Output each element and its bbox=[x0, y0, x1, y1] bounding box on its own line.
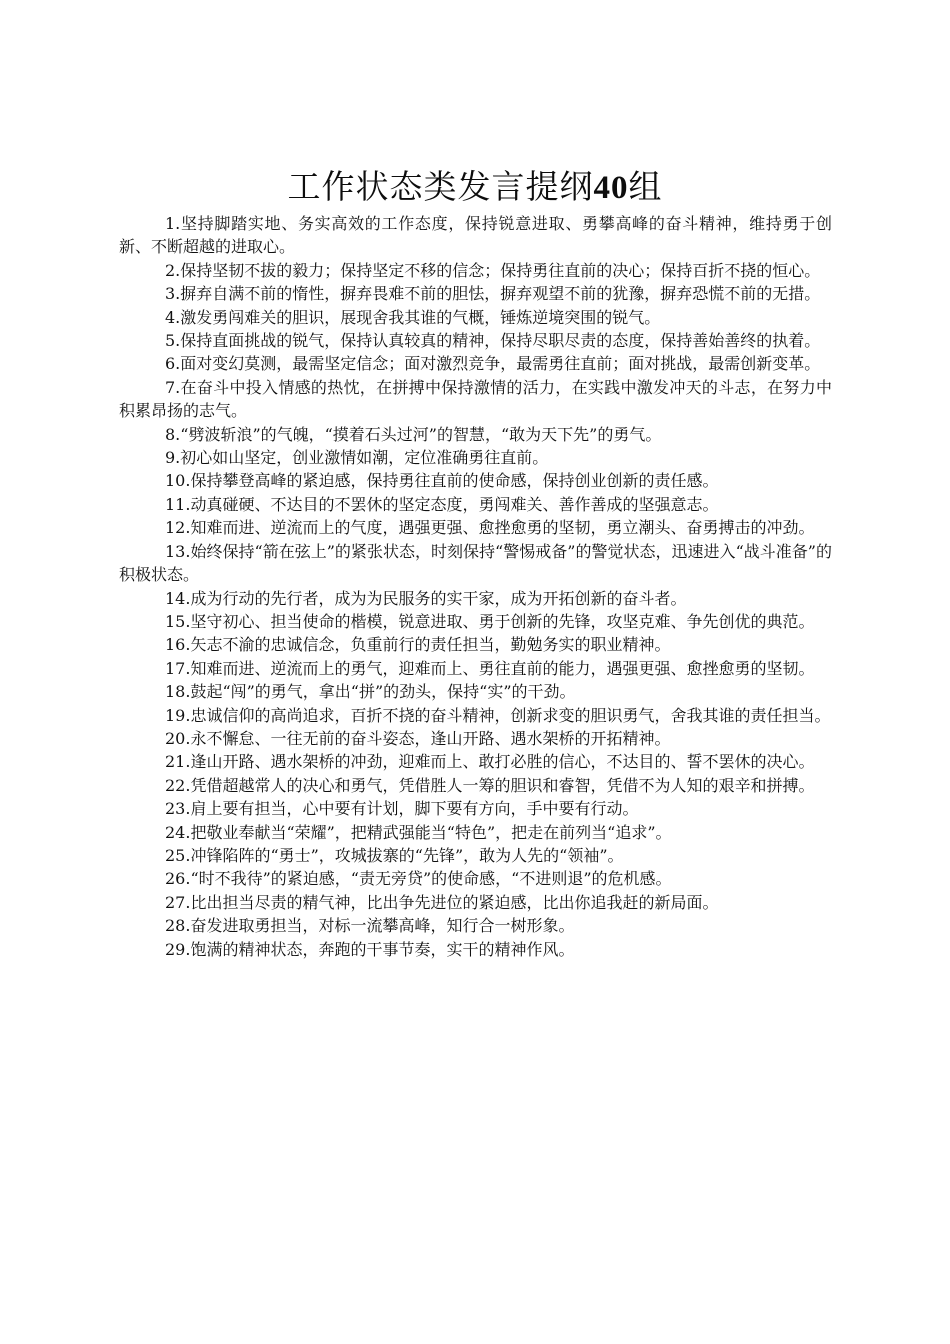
outline-item: 9.初心如山坚定，创业激情如潮，定位准确勇往直前。 bbox=[165, 448, 549, 468]
outline-item: 25.冲锋陷阵的“勇士”，攻城拔寨的“先锋”，敢为人先的“领袖”。 bbox=[165, 845, 624, 865]
outline-item: 20.永不懈怠、一往无前的奋斗姿态，逢山开路、遇水架桥的开拓精神。 bbox=[165, 728, 671, 748]
outline-item: 6.面对变幻莫测，最需坚定信念；面对激烈竞争，最需勇往直前；面对挑战，最需创新变革。 bbox=[165, 354, 821, 374]
outline-item: 17.知难而进、逆流而上的勇气，迎难而上、勇往直前的能力，遇强更强、愈挫愈勇的坚韧。 bbox=[165, 658, 815, 678]
outline-item: 19.忠诚信仰的高尚追求，百折不挠的奋斗精神，创新求变的胆识勇气，舍我其谁的责任担当。 bbox=[165, 705, 831, 725]
outline-item: 21.逢山开路、遇水架桥的冲劲，迎难而上、敢打必胜的信心，不达目的、誓不罢休的决心。 bbox=[165, 752, 815, 772]
outline-item: 8.“劈波斩浪”的气魄，“摸着石头过河”的智慧，“敢为天下先”的勇气。 bbox=[165, 424, 662, 444]
outline-item: 16.矢志不渝的忠诚信念，负重前行的责任担当，勤勉务实的职业精神。 bbox=[165, 635, 671, 655]
outline-item: 22.凭借超越常人的决心和勇气，凭借胜人一筹的胆识和睿智，凭借不为人知的艰辛和拼搏。 bbox=[165, 775, 815, 795]
outline-item: 28.奋发进取勇担当，对标一流攀高峰，知行合一树形象。 bbox=[165, 916, 575, 936]
outline-item: 5.保持直面挑战的锐气，保持认真较真的精神，保持尽职尽责的态度，保持善始善终的执着。 bbox=[165, 331, 821, 351]
page-title-number: 40 bbox=[593, 170, 629, 206]
outline-item: 10.保持攀登高峰的紧迫感，保持勇往直前的使命感，保持创业创新的责任感。 bbox=[165, 471, 719, 491]
outline-item: 18.鼓起“闯”的勇气，拿出“拼”的劲头，保持“实”的干劲。 bbox=[165, 682, 576, 702]
outline-item: 23.肩上要有担当，心中要有计划，脚下要有方向，手中要有行动。 bbox=[165, 799, 639, 819]
outline-item: 1.坚持脚踏实地、务实高效的工作态度，保持锐意进取、勇攀高峰的奋斗精神，维持勇于创新、不断超越的进取心。 bbox=[119, 214, 832, 257]
outline-list bbox=[119, 212, 832, 961]
outline-item: 2.保持坚韧不拔的毅力；保持坚定不移的信念；保持勇往直前的决心；保持百折不挠的恒心。 bbox=[165, 260, 821, 280]
outline-item: 4.激发勇闯难关的胆识，展现舍我其谁的气概，锤炼逆境突围的锐气。 bbox=[165, 307, 661, 327]
outline-item: 7.在奋斗中投入情感的热忱，在拼搏中保持激情的活力，在实践中激发冲天的斗志，在努力中积累昂扬的志气。 bbox=[119, 377, 832, 421]
outline-item: 24.把敬业奉献当“荣耀”，把精武强能当“特色”，把走在前列当“追求”。 bbox=[165, 822, 672, 842]
outline-item: 12.知难而进、逆流而上的气度，遇强更强、愈挫愈勇的坚韧，勇立潮头、奋勇搏击的冲劲。 bbox=[165, 518, 815, 538]
page-title bbox=[0, 166, 950, 209]
outline-item: 29.饱满的精神状态，奔跑的干事节奏，实干的精神作风。 bbox=[165, 939, 575, 959]
outline-item: 15.坚守初心、担当使命的楷模，锐意进取、勇于创新的先锋，攻坚克难、争先创优的典范。 bbox=[165, 611, 815, 631]
outline-item: 27.比出担当尽责的精气神，比出争先进位的紧迫感，比出你追我赶的新局面。 bbox=[165, 892, 719, 912]
outline-item: 11.动真碰硬、不达目的不罢休的坚定态度，勇闯难关、善作善成的坚强意志。 bbox=[165, 494, 719, 514]
outline-item: 26.“时不我待”的紧迫感，“责无旁贷”的使命感，“不进则退”的危机感。 bbox=[165, 869, 672, 889]
outline-item: 14.成为行动的先行者，成为为民服务的实干家，成为开拓创新的奋斗者。 bbox=[165, 588, 687, 608]
outline-item: 13.始终保持“箭在弦上”的紧张状态，时刻保持“警惕戒备”的警觉状态，迅速进入“战斗准备”的积极状态。 bbox=[119, 541, 832, 585]
page-title-text: 工作状态类发言提纲 bbox=[287, 167, 594, 206]
outline-item: 3.摒弃自满不前的惰性，摒弃畏难不前的胆怯，摒弃观望不前的犹豫，摒弃恐慌不前的无措。 bbox=[165, 284, 821, 304]
page-title-suffix: 组 bbox=[628, 167, 663, 206]
